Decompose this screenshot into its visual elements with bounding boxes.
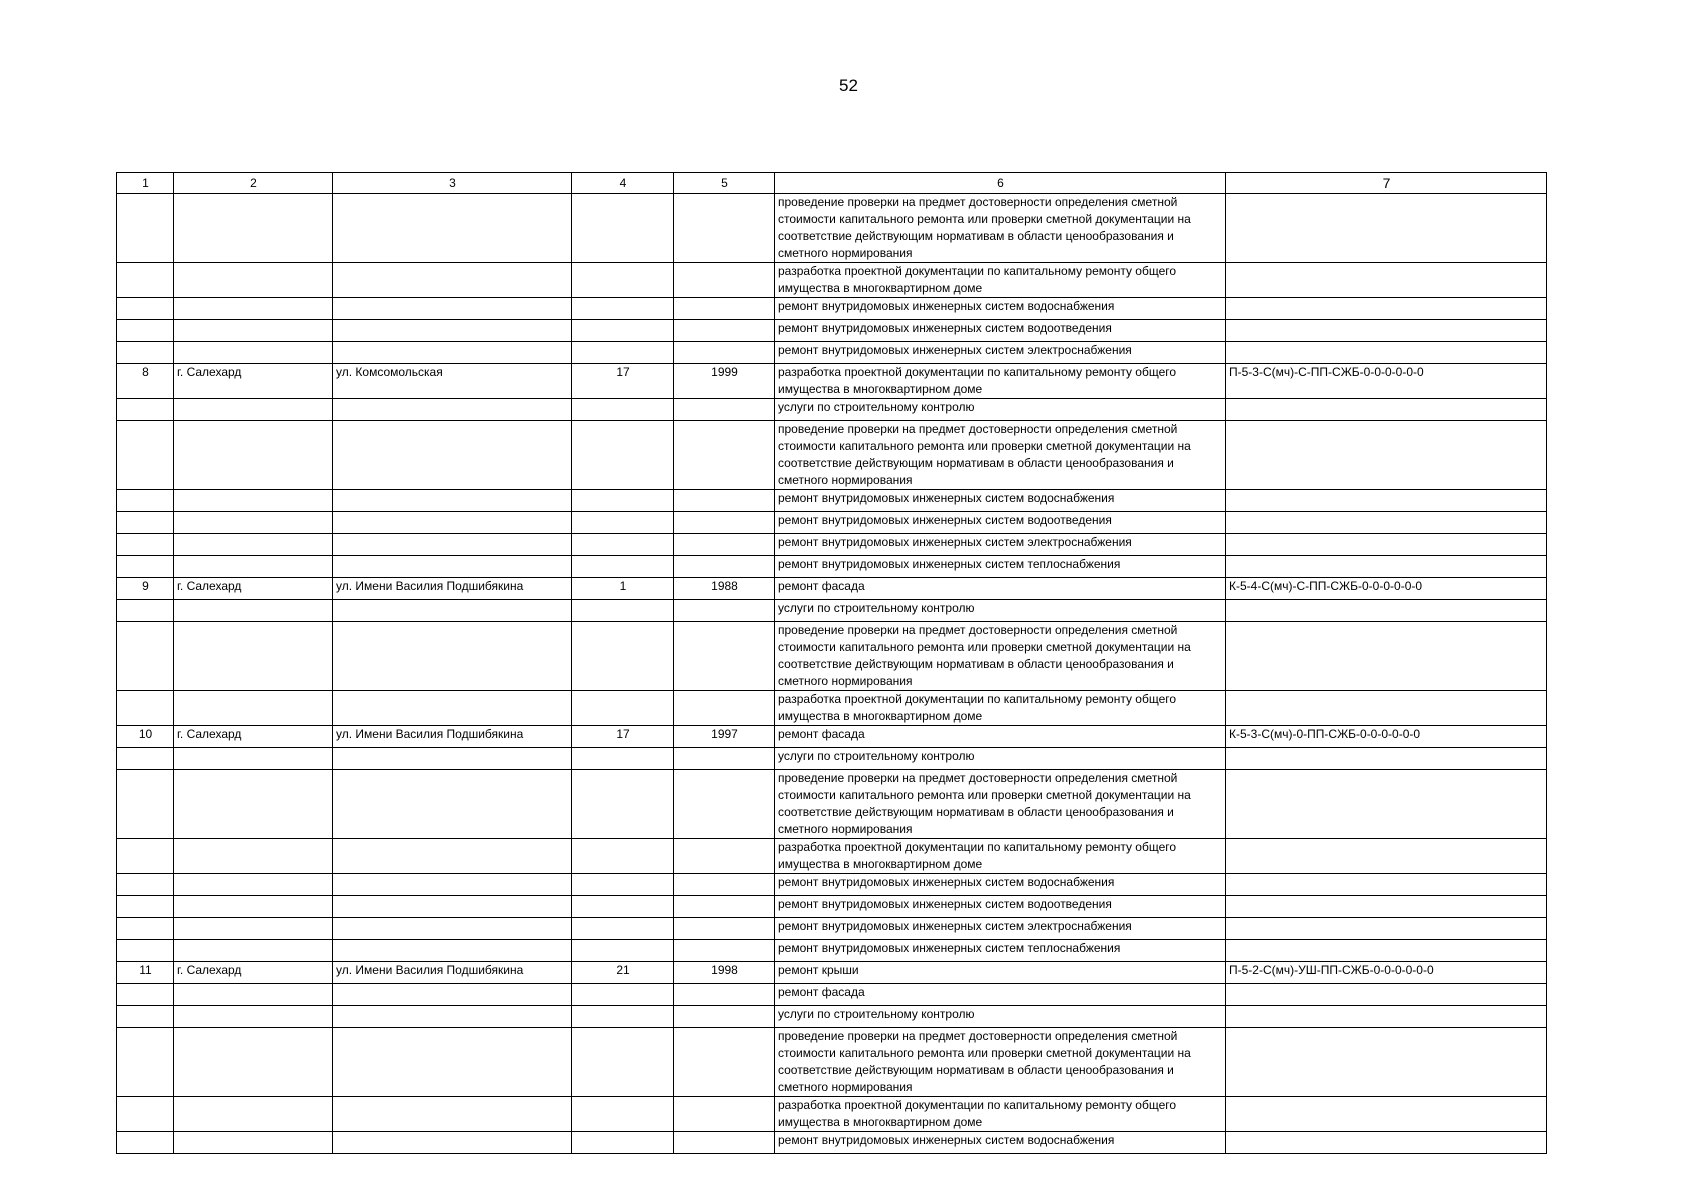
row-number-cell [117,421,174,490]
year-cell [674,194,775,263]
work-type-cell: ремонт внутридомовых инженерных систем водоотведения [775,320,1226,342]
street-cell [333,263,572,298]
street-cell [333,770,572,839]
year-cell [674,421,775,490]
row-number-cell [117,194,174,263]
project-code-cell [1226,874,1547,896]
work-type-cell: проведение проверки на предмет достоверности определения сметной стоимости капитального ремонта или проверки сметной документации на соответствие действующим нормативам в области ценообразования и сметного нормирования [775,622,1226,691]
house-number-cell [572,896,674,918]
work-type-cell: ремонт внутридомовых инженерных систем водоснабжения [775,1132,1226,1154]
street-cell [333,556,572,578]
year-cell [674,298,775,320]
year-cell [674,342,775,364]
work-type-cell: ремонт внутридомовых инженерных систем водоотведения [775,896,1226,918]
project-code-cell [1226,918,1547,940]
column-header: 2 [174,173,333,194]
year-cell [674,940,775,962]
work-type-cell: проведение проверки на предмет достоверности определения сметной стоимости капитального ремонта или проверки сметной документации на соответствие действующим нормативам в области ценообразования и сметного нормирования [775,194,1226,263]
house-number-cell [572,1006,674,1028]
street-cell [333,512,572,534]
city-cell: г. Салехард [174,962,333,984]
house-number-cell [572,556,674,578]
year-cell [674,691,775,726]
row-number-cell [117,556,174,578]
city-cell [174,748,333,770]
project-code-cell [1226,490,1547,512]
table-row [117,770,1547,839]
project-code-cell [1226,421,1547,490]
year-cell [674,263,775,298]
table-row [117,1132,1547,1154]
city-cell [174,770,333,839]
project-code-cell [1226,600,1547,622]
work-type-cell: проведение проверки на предмет достоверности определения сметной стоимости капитального ремонта или проверки сметной документации на соответствие действующим нормативам в области ценообразования и сметного нормирования [775,1028,1226,1097]
house-number-cell [572,918,674,940]
city-cell [174,1132,333,1154]
work-type-cell: разработка проектной документации по капитальному ремонту общего имущества в многоквартирном доме [775,839,1226,874]
year-cell [674,1028,775,1097]
street-cell [333,874,572,896]
city-cell [174,874,333,896]
table-row [117,600,1547,622]
work-type-cell: услуги по строительному контролю [775,1006,1226,1028]
house-number-cell [572,691,674,726]
year-cell: 1999 [674,364,775,399]
house-number-cell [572,534,674,556]
work-type-cell: ремонт фасада [775,578,1226,600]
year-cell [674,622,775,691]
table-body [117,194,1547,1154]
year-cell [674,490,775,512]
street-cell [333,600,572,622]
city-cell [174,1097,333,1132]
street-cell [333,421,572,490]
table-row [117,1006,1547,1028]
work-type-cell: разработка проектной документации по капитальному ремонту общего имущества в многоквартирном доме [775,691,1226,726]
street-cell [333,940,572,962]
table-row [117,839,1547,874]
row-number-cell [117,691,174,726]
work-type-cell: проведение проверки на предмет достоверности определения сметной стоимости капитального ремонта или проверки сметной документации на соответствие действующим нормативам в области ценообразования и сметного нормирования [775,770,1226,839]
city-cell [174,194,333,263]
row-number-cell [117,918,174,940]
project-code-cell [1226,896,1547,918]
street-cell: ул. Имени Василия Подшибякина [333,578,572,600]
project-code-cell [1226,770,1547,839]
row-number-cell [117,1006,174,1028]
city-cell [174,940,333,962]
year-cell [674,874,775,896]
year-cell: 1988 [674,578,775,600]
house-number-cell: 21 [572,962,674,984]
column-header: 1 [117,173,174,194]
house-number-cell: 1 [572,578,674,600]
column-header: 4 [572,173,674,194]
project-code-cell [1226,1132,1547,1154]
street-cell [333,984,572,1006]
city-cell [174,918,333,940]
table-row [117,622,1547,691]
year-cell [674,770,775,839]
work-type-cell: ремонт внутридомовых инженерных систем электроснабжения [775,534,1226,556]
work-type-cell: ремонт крыши [775,962,1226,984]
house-number-cell [572,421,674,490]
table-row [117,534,1547,556]
row-number-cell [117,600,174,622]
house-number-cell [572,600,674,622]
street-cell [333,1006,572,1028]
city-cell [174,421,333,490]
project-code-cell [1226,622,1547,691]
column-header: 3 [333,173,572,194]
house-number-cell [572,770,674,839]
city-cell [174,600,333,622]
city-cell [174,320,333,342]
table-row [117,918,1547,940]
row-number-cell [117,770,174,839]
table-row [117,298,1547,320]
work-type-cell: ремонт внутридомовых инженерных систем водоотведения [775,512,1226,534]
street-cell [333,896,572,918]
work-type-cell: ремонт фасада [775,726,1226,748]
street-cell [333,748,572,770]
house-number-cell [572,194,674,263]
street-cell [333,622,572,691]
work-type-cell: ремонт внутридомовых инженерных систем теплоснабжения [775,556,1226,578]
project-code-cell [1226,748,1547,770]
project-code-cell [1226,1097,1547,1132]
column-header: 6 [775,173,1226,194]
work-type-cell: разработка проектной документации по капитальному ремонту общего имущества в многоквартирном доме [775,364,1226,399]
street-cell [333,194,572,263]
city-cell [174,622,333,691]
year-cell [674,512,775,534]
house-number-cell [572,622,674,691]
row-number-cell [117,1028,174,1097]
project-code-cell [1226,263,1547,298]
city-cell: г. Салехард [174,364,333,399]
table-row [117,194,1547,263]
project-code-cell [1226,534,1547,556]
year-cell [674,1006,775,1028]
city-cell: г. Салехард [174,726,333,748]
city-cell: г. Салехард [174,578,333,600]
street-cell [333,1028,572,1097]
project-code-cell: К-5-4-С(мч)-С-ПП-СЖБ-0-0-0-0-0-0 [1226,578,1547,600]
project-code-cell [1226,691,1547,726]
street-cell [333,839,572,874]
project-code-cell [1226,194,1547,263]
house-number-cell [572,490,674,512]
column-header: 5 [674,173,775,194]
work-type-cell: ремонт фасада [775,984,1226,1006]
row-number-cell [117,1132,174,1154]
work-type-cell: ремонт внутридомовых инженерных систем электроснабжения [775,918,1226,940]
row-number-cell [117,263,174,298]
year-cell [674,556,775,578]
city-cell [174,534,333,556]
project-code-cell [1226,556,1547,578]
row-number-cell [117,534,174,556]
city-cell [174,1028,333,1097]
city-cell [174,399,333,421]
house-number-cell [572,298,674,320]
city-cell [174,263,333,298]
table-row [117,490,1547,512]
work-type-cell: ремонт внутридомовых инженерных систем теплоснабжения [775,940,1226,962]
row-number-cell [117,512,174,534]
street-cell [333,918,572,940]
table-row [117,578,1547,600]
house-number-cell [572,839,674,874]
table-row [117,556,1547,578]
street-cell: ул. Комсомольская [333,364,572,399]
table-row [117,364,1547,399]
house-number-cell: 17 [572,726,674,748]
city-cell [174,556,333,578]
row-number-cell [117,399,174,421]
house-number-cell [572,320,674,342]
row-number-cell [117,896,174,918]
house-number-cell [572,1028,674,1097]
project-code-cell [1226,839,1547,874]
row-number-cell: 11 [117,962,174,984]
year-cell [674,748,775,770]
street-cell [333,320,572,342]
house-number-cell [572,1132,674,1154]
year-cell [674,896,775,918]
project-code-cell [1226,298,1547,320]
row-number-cell: 9 [117,578,174,600]
row-number-cell [117,490,174,512]
row-number-cell: 10 [117,726,174,748]
table-row [117,399,1547,421]
project-code-cell [1226,1028,1547,1097]
table-row [117,263,1547,298]
table-row [117,726,1547,748]
table-row [117,962,1547,984]
page-number: 52 [839,76,858,95]
row-number-cell [117,984,174,1006]
house-number-cell [572,984,674,1006]
table-row [117,896,1547,918]
city-cell [174,490,333,512]
project-code-cell [1226,1006,1547,1028]
project-code-cell: К-5-3-С(мч)-0-ПП-СЖБ-0-0-0-0-0-0 [1226,726,1547,748]
city-cell [174,342,333,364]
street-cell [333,1097,572,1132]
project-code-cell [1226,984,1547,1006]
street-cell [333,1132,572,1154]
house-number-cell [572,940,674,962]
project-code-cell [1226,320,1547,342]
street-cell [333,342,572,364]
row-number-cell [117,298,174,320]
city-cell [174,839,333,874]
street-cell [333,399,572,421]
table-row [117,1097,1547,1132]
street-cell [333,534,572,556]
house-number-cell: 17 [572,364,674,399]
capital-repair-table [116,172,1547,1154]
row-number-cell [117,940,174,962]
year-cell [674,1132,775,1154]
table-row [117,512,1547,534]
year-cell [674,534,775,556]
table-row [117,342,1547,364]
row-number-cell: 8 [117,364,174,399]
house-number-cell [572,874,674,896]
row-number-cell [117,342,174,364]
year-cell [674,320,775,342]
house-number-cell [572,263,674,298]
work-type-cell: услуги по строительному контролю [775,600,1226,622]
work-type-cell: разработка проектной документации по капитальному ремонту общего имущества в многоквартирном доме [775,263,1226,298]
work-type-cell: ремонт внутридомовых инженерных систем электроснабжения [775,342,1226,364]
project-code-cell [1226,512,1547,534]
table-row [117,940,1547,962]
header-row [117,173,1547,194]
city-cell [174,984,333,1006]
project-code-cell: П-5-3-С(мч)-С-ПП-СЖБ-0-0-0-0-0-0 [1226,364,1547,399]
project-code-cell [1226,940,1547,962]
year-cell [674,984,775,1006]
year-cell: 1998 [674,962,775,984]
work-type-cell: ремонт внутридомовых инженерных систем водоснабжения [775,490,1226,512]
table-row [117,421,1547,490]
row-number-cell [117,622,174,691]
project-code-cell [1226,399,1547,421]
work-type-cell: ремонт внутридомовых инженерных систем водоснабжения [775,874,1226,896]
work-type-cell: услуги по строительному контролю [775,399,1226,421]
house-number-cell [572,748,674,770]
row-number-cell [117,839,174,874]
row-number-cell [117,748,174,770]
row-number-cell [117,320,174,342]
table-row [117,984,1547,1006]
city-cell [174,896,333,918]
project-code-cell: П-5-2-С(мч)-УШ-ПП-СЖБ-0-0-0-0-0-0 [1226,962,1547,984]
year-cell [674,839,775,874]
work-type-cell: разработка проектной документации по капитальному ремонту общего имущества в многоквартирном доме [775,1097,1226,1132]
city-cell [174,691,333,726]
table-row [117,874,1547,896]
table-row [117,691,1547,726]
year-cell [674,1097,775,1132]
city-cell [174,512,333,534]
street-cell [333,490,572,512]
row-number-cell [117,874,174,896]
work-type-cell: услуги по строительному контролю [775,748,1226,770]
project-code-cell [1226,342,1547,364]
year-cell [674,918,775,940]
column-header: 7 [1226,173,1547,194]
house-number-cell [572,399,674,421]
year-cell [674,600,775,622]
city-cell [174,298,333,320]
table-row [117,1028,1547,1097]
street-cell [333,691,572,726]
work-type-cell: проведение проверки на предмет достоверности определения сметной стоимости капитального ремонта или проверки сметной документации на соответствие действующим нормативам в области ценообразования и сметного нормирования [775,421,1226,490]
house-number-cell [572,342,674,364]
work-type-cell: ремонт внутридомовых инженерных систем водоснабжения [775,298,1226,320]
house-number-cell [572,512,674,534]
row-number-cell [117,1097,174,1132]
street-cell [333,298,572,320]
table-row [117,748,1547,770]
year-cell: 1997 [674,726,775,748]
year-cell [674,399,775,421]
street-cell: ул. Имени Василия Подшибякина [333,962,572,984]
city-cell [174,1006,333,1028]
street-cell: ул. Имени Василия Подшибякина [333,726,572,748]
house-number-cell [572,1097,674,1132]
table-row [117,320,1547,342]
